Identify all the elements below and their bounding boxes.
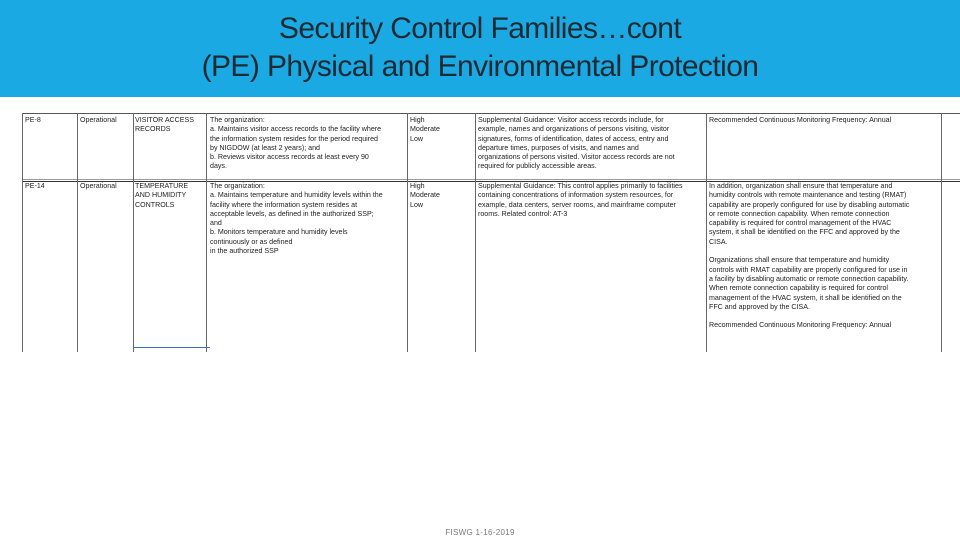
column-divider bbox=[206, 113, 207, 352]
column-divider bbox=[22, 113, 23, 352]
column-divider bbox=[941, 113, 942, 352]
slide-footer: FISWG 1-16-2019 bbox=[445, 528, 515, 537]
column-divider bbox=[475, 113, 476, 352]
control-type: Operational bbox=[80, 116, 117, 124]
control-id: PE-8 bbox=[25, 116, 41, 124]
control-description: The organization: a. Maintains temperature and humidity levels within the facility where the information system resides at acceptable levels, as defined in the authorized SSP; and b. Monitors temperature and humidity levels continuously or as defined in the authorized SSP bbox=[210, 182, 383, 256]
slide-title: Security Control Families…cont bbox=[278, 12, 682, 45]
column-divider bbox=[407, 113, 408, 352]
control-monitoring: Recommended Continuous Monitoring Frequency: Annual bbox=[709, 116, 892, 124]
table-top-rule bbox=[22, 113, 960, 114]
cell-underline bbox=[134, 347, 210, 348]
control-monitoring: In addition, organization shall ensure that temperature and humidity controls with remote maintenance and testing (RMAT) capability are properly configured for use by disabling automatic or remote connection capability. When remote connection capability is required for control management of the HVAC system, it shall be identified on the FFC and approved by the CISA. Organizations shall ensure that temperature and humidity controls with RMAT capability are properly configured for use in a facility by disabling automatic or remote connection capability. When remote connection capability is required for control management of the HVAC system, it shall be identified on the FFC and approved by the CISA. Recommended Continuous Monitoring Frequency: Annual bbox=[709, 182, 910, 330]
row-divider bbox=[22, 179, 960, 180]
control-name: TEMPERATURE AND HUMIDITY CONTROLS bbox=[135, 182, 189, 209]
control-guidance: Supplemental Guidance: This control applies primarily to facilities containing concentrations of information system resources, for example, data centers, server rooms, and mainframe computer rooms. Related control: AT-3 bbox=[478, 182, 683, 218]
control-name: VISITOR ACCESS RECORDS bbox=[135, 116, 195, 134]
column-divider bbox=[133, 113, 134, 352]
column-divider bbox=[77, 113, 78, 352]
control-baseline: High Moderate Low bbox=[410, 116, 440, 143]
control-type: Operational bbox=[80, 182, 117, 190]
column-divider bbox=[706, 113, 707, 352]
control-guidance: Supplemental Guidance: Visitor access records include, for example, names and organizations of persons visiting, visitor signatures, forms of identification, dates of access, entry and departure times, purposes of visits, and names and organizations of persons visited. Visitor access records are not required for publicly accessible areas. bbox=[478, 116, 675, 171]
controls-table bbox=[22, 110, 960, 352]
control-baseline: High Moderate Low bbox=[410, 182, 440, 209]
control-description: The organization: a. Maintains visitor access records to the facility where the information system resides for the period required by NIGDOW (at least 2 years); and b. Reviews visitor access records at least every 90 days. bbox=[210, 116, 382, 171]
control-id: PE-14 bbox=[25, 182, 45, 190]
slide-subtitle: (PE) Physical and Environmental Protection bbox=[201, 50, 759, 83]
